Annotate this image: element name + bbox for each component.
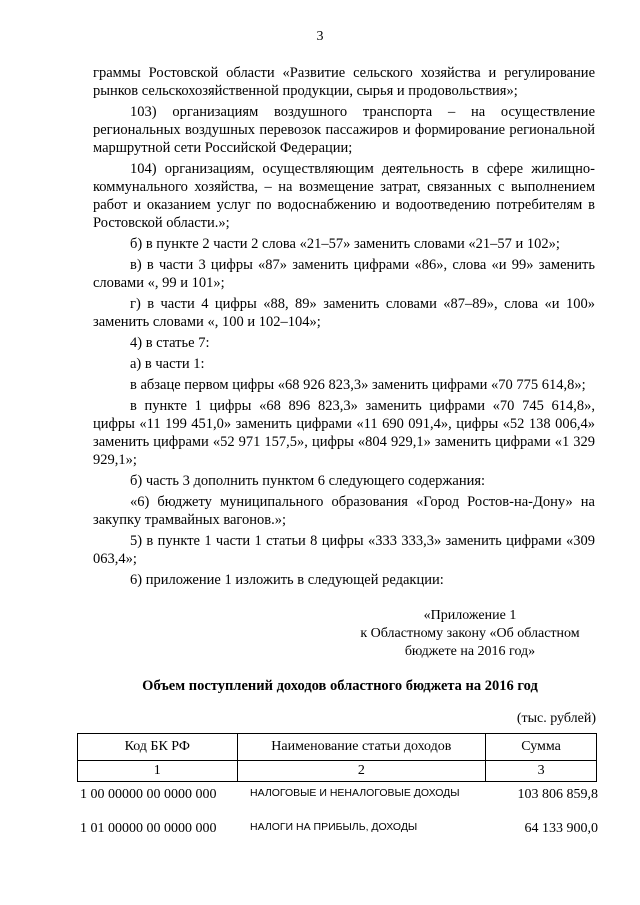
column-number: 2 (237, 761, 486, 782)
paragraph: г) в части 4 цифры «88, 89» заменить словами «87–89», слова «и 100» заменить словами «, 100 и 102–104»; (93, 296, 595, 330)
page-number: 3 (316, 29, 324, 44)
paragraph: 103) организациям воздушного транспорта – на осуществление региональных воздушных перевозок пассажиров и формирование региональной маршрутной сети Российской Федерации; (93, 104, 595, 156)
column-header-amount: Сумма (486, 734, 597, 761)
column-number: 3 (486, 761, 597, 782)
paragraph: б) в пункте 2 части 2 слова «21–57» заменить словами «21–57 и 102»; (130, 236, 560, 252)
units-label: (тыс. рублей) (516, 711, 596, 726)
paragraph: 4) в статье 7: (130, 335, 210, 351)
paragraph: б) часть 3 дополнить пунктом 6 следующего содержания: (130, 473, 486, 489)
row-name: НАЛОГОВЫЕ И НЕНАЛОГОВЫЕ ДОХОДЫ (250, 787, 460, 799)
paragraph: «6) бюджету муниципального образования «Город Ростов-на-Дону» на закупку трамвайных вагонов.»; (93, 494, 595, 528)
row-amount: 64 133 900,0 (524, 821, 598, 836)
column-number: 1 (78, 761, 238, 782)
paragraph: в пункте 1 цифры «68 896 823,3» заменить цифрами «70 745 614,8», цифры «11 199 451,0» заменить цифрами «11 690 091,4», цифры «52 138 006,4» заменить цифрами «52 971 157,5», цифры «804 929,1» заменить цифрами «1 329 929,1»; (93, 398, 595, 468)
paragraph: в) в части 3 цифры «87» заменить цифрами «86», слова «и 99» заменить словами «, 99 и 101»; (93, 257, 595, 291)
column-header-name: Наименование статьи доходов (237, 734, 486, 761)
column-header-code: Код БК РФ (78, 734, 238, 761)
row-name: НАЛОГИ НА ПРИБЫЛЬ, ДОХОДЫ (250, 821, 418, 833)
paragraph: в абзаце первом цифры «68 926 823,3» заменить цифрами «70 775 614,8»; (130, 377, 586, 393)
table-column-numbers (78, 761, 597, 782)
table-title: Объем поступлений доходов областного бюджета на 2016 год (142, 678, 538, 694)
row-code: 1 01 00000 00 0000 000 (80, 821, 217, 836)
paragraph: 6) приложение 1 изложить в следующей редакции: (130, 572, 444, 588)
row-code: 1 00 00000 00 0000 000 (80, 787, 217, 802)
revenue-table-header (77, 733, 597, 782)
paragraph: а) в части 1: (130, 356, 205, 372)
appendix-note (340, 607, 600, 661)
appendix-line: «Приложение 1 (423, 608, 517, 623)
table-row (80, 787, 598, 821)
document-body (93, 64, 595, 592)
row-amount: 103 806 859,8 (517, 787, 598, 802)
appendix-line: к Областному закону «Об областном (360, 626, 580, 641)
paragraph: граммы Ростовской области «Развитие сельского хозяйства и регулирование рынков сельскохозяйственной продукции, сырья и продовольствия»; (93, 65, 595, 99)
table-header-row (78, 734, 597, 761)
table-row (80, 821, 598, 837)
appendix-line: бюджете на 2016 год» (404, 644, 536, 659)
paragraph: 104) организациям, осуществляющим деятельность в сфере жилищно-коммунального хозяйства, – на возмещение затрат, связанных с выполнением работ и оказанием услуг по водоснабжению и водоотведению потребителям в Ростовской области.»; (93, 161, 595, 231)
revenue-table-body (80, 787, 598, 837)
paragraph: 5) в пункте 1 части 1 статьи 8 цифры «333 333,3» заменить цифрами «309 063,4»; (93, 533, 595, 567)
